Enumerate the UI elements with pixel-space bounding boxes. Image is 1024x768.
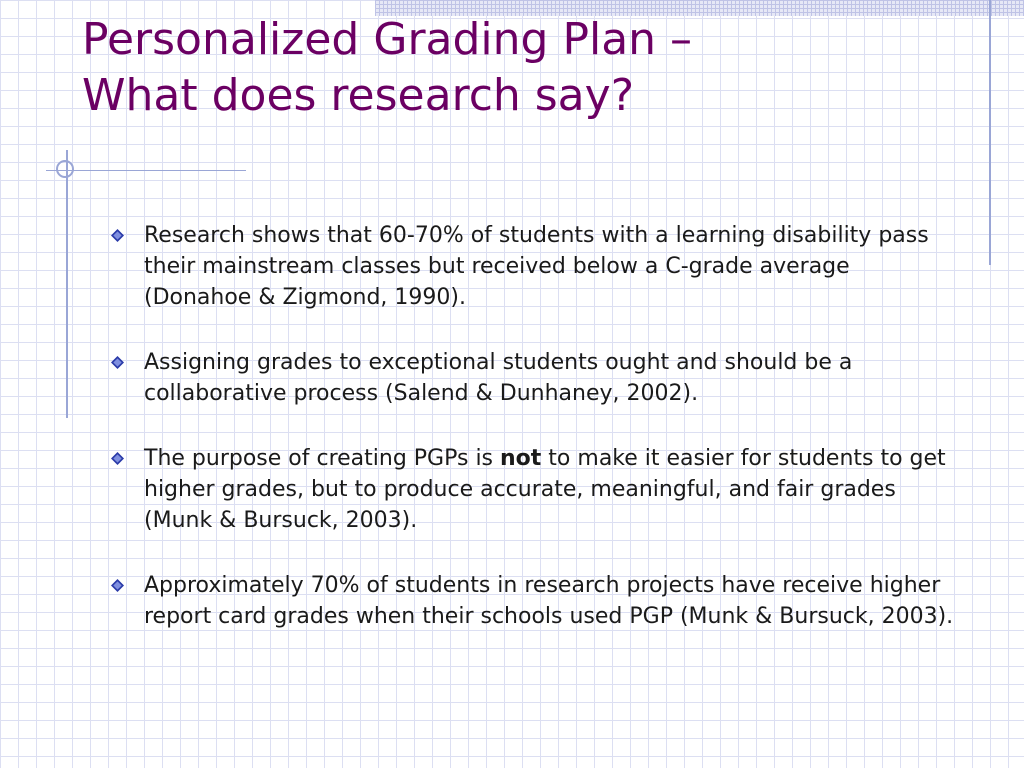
diamond-bullet-icon	[111, 229, 124, 242]
decorative-ring	[56, 160, 74, 178]
bullet-text: Approximately 70% of students in research projects have receive higher report card grades when their schools used PGP (Munk & Bursuck, 2003).	[144, 573, 954, 629]
bullet-item	[108, 220, 958, 313]
bullet-item	[108, 443, 958, 536]
slide-title-line-1: Personalized Grading Plan –	[82, 14, 693, 65]
slide-title-line-2: What does research say?	[82, 70, 635, 121]
bullet-text-before: The purpose of creating PGPs is	[144, 446, 501, 471]
bullet-text: Assigning grades to exceptional students ought and should be a collaborative process (Salend & Dunhaney, 2002).	[144, 350, 853, 406]
decorative-vertical-line-right	[989, 0, 991, 265]
bullet-item	[108, 347, 958, 409]
bullet-list	[108, 220, 958, 666]
decorative-horizontal-line	[46, 170, 246, 171]
bullet-item	[108, 570, 958, 632]
diamond-bullet-icon	[111, 452, 124, 465]
diamond-bullet-icon	[111, 579, 124, 592]
bullet-text-bold: not	[500, 446, 542, 471]
diamond-bullet-icon	[111, 356, 124, 369]
decorative-vertical-line-left	[66, 150, 68, 418]
bullet-text-after: to make it easier for students to get higher grades, but to produce accurate, meaningful, and fair grades (Munk & Bursuck, 2003).	[144, 446, 946, 533]
bullet-text	[144, 446, 946, 533]
slide-title	[82, 12, 982, 124]
bullet-text: Research shows that 60-70% of students with a learning disability pass their mainstream classes but received below a C-grade average (Donahoe & Zigmond, 1990).	[144, 223, 929, 310]
